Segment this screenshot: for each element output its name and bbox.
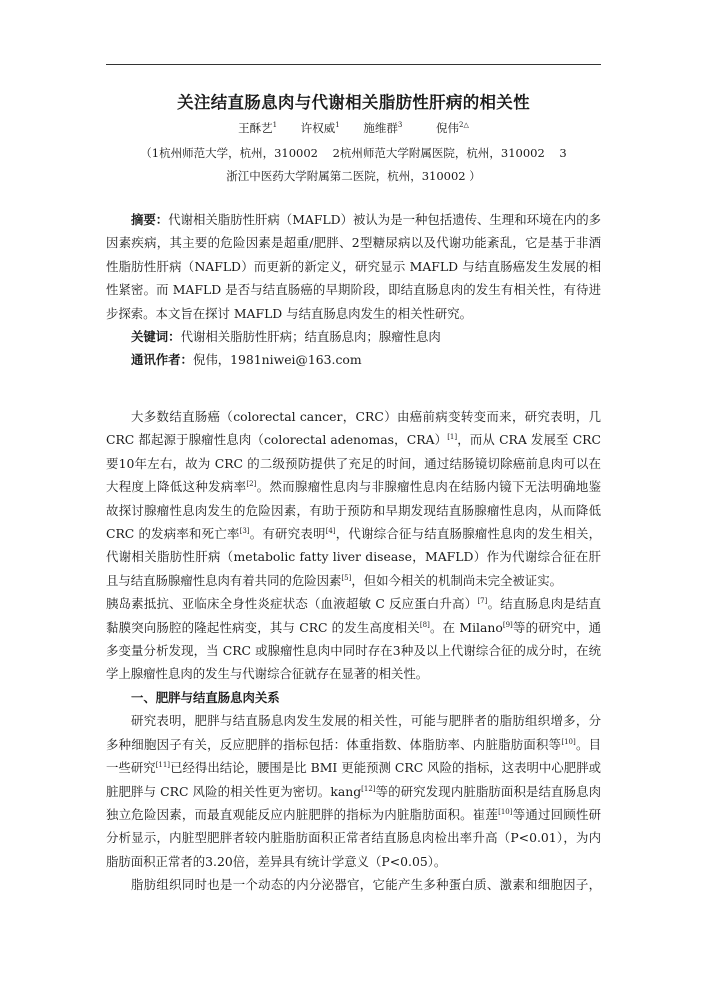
author-list [0, 120, 707, 136]
paragraph-line: 学上腺瘤性息肉的发生与代谢综合征就存在显著的相关性。 [106, 666, 429, 682]
section-obesity [106, 686, 601, 897]
abstract-line: 性紧密。而 MAFLD 是否与结直肠癌的早期阶段，即结直肠息肉的发生有相关性，有待进 [106, 282, 601, 298]
paragraph-line: 胰岛素抵抗、亚临床全身性炎症状态（血液超敏 C 反应蛋白升高）[7]。结直肠息肉是结直 [106, 596, 601, 612]
abstract-line: 步探索。本文旨在探讨 MAFLD 与结直肠息肉发生的相关性研究。 [106, 305, 473, 321]
paragraph-line: 大多数结直肠癌（colorectal cancer，CRC）由癌前病变转变而来，研究表明，几 [131, 409, 601, 424]
affiliation-line: （1杭州师范大学，杭州，310002 2杭州师范大学附属医院，杭州，310002 3 [140, 146, 567, 160]
section-heading: 一、肥胖与结直肠息肉关系 [131, 690, 280, 705]
introduction [106, 405, 601, 686]
paragraph-line: 一些研究[11]已经得出结论，腰围是比 BMI 更能预测 CRC 风险的指标，这表明中心肥胖或 [106, 760, 601, 776]
paragraph-line: 代谢相关脂肪性肝病（metabolic fatty liver disease，MAFLD）作为代谢综合征在肝 [106, 549, 601, 565]
abstract-line: 摘要：代谢相关脂肪性肝病（MAFLD）被认为是一种包括遗传、生理和环境在内的多 [131, 212, 601, 227]
paragraph-line: 脂肪面积正常者的3.20倍，差异具有统计学意义（P<0.05）。 [106, 853, 447, 869]
paragraph-line: 脂肪组织同时也是一个动态的内分泌器官，它能产生多种蛋白质、激素和细胞因子， [131, 877, 601, 893]
paragraph-line: 要10年左右，故为 CRC 的二级预防提供了充足的时间，通过结肠镜切除癌前息肉可以在 [106, 455, 601, 471]
paragraph-line: 脏肥胖与 CRC 风险的相关性更为密切。kang[12]等的研究发现内脏脂肪面积是结直肠息肉 [106, 783, 601, 799]
paragraph-line: 独立危险因素，而最直观能反应内脏肥胖的指标为内脏脂肪面积。崔莲[10]等通过回顾性研 [106, 806, 601, 822]
author: 倪伟$^{2\triangle}$ [436, 121, 469, 135]
author: 施维群$^3$ [363, 121, 403, 135]
paragraph-line: 研究表明，肥胖与结直肠息肉发生发展的相关性，可能与肥胖者的脂肪组织增多，分 [131, 713, 601, 729]
keywords: 关键词：代谢相关脂肪性肝病；结直肠息肉；腺瘤性息肉 [131, 328, 441, 344]
abstract-line: 因素疾病，其主要的危险因素是超重/肥胖、2型糖尿病以及代谢功能紊乱，它是基于非酒 [106, 235, 601, 251]
abstract-line: 性脂肪性肝病（NAFLD）而更新的新定义，研究显示 MAFLD 与结直肠癌发生发展的相 [106, 258, 601, 274]
paragraph-line: 多变量分析发现，当 CRC 或腺瘤性息肉中同时存在3种及以上代谢综合征的成分时，在统 [106, 642, 601, 658]
paragraph-line: 多种细胞因子有关，反应肥胖的指标包括：体重指数、体脂肪率、内脏脂肪面积等[10]。目 [106, 736, 601, 752]
corresponding-author: 通讯作者：倪伟，1981niwei@163.com [131, 352, 362, 368]
paragraph-line: CRC 都起源于腺瘤性息肉（colorectal adenomas，CRA）[1]，而从 CRA 发展至 CRC [106, 432, 601, 448]
abstract [106, 208, 601, 372]
paragraph-line: CRC 的发病率和死亡率[3]。有研究表明[4]，代谢综合征与结直肠腺瘤性息肉的发生相关， [106, 525, 601, 541]
abstract-label: 摘要： [131, 212, 169, 227]
header-rule [106, 64, 601, 65]
paragraph-line: 分析显示，内脏型肥胖者较内脏脂肪面积正常者结直肠息肉检出率升高（P<0.01），为内 [106, 830, 601, 846]
paragraph-line: 故探讨腺瘤性息肉发生的危险因素，有助于预防和早期发现结直肠腺瘤性息肉，从而降低 [106, 502, 601, 518]
author: 许权威$^1$ [300, 121, 340, 135]
paragraph-line: 大程度上降低这种发病率[2]。然而腺瘤性息肉与非腺瘤性息肉在结肠内镜下无法明确地鉴 [106, 479, 601, 495]
paragraph-line: 且与结直肠腺瘤性息肉有着共同的危险因素[5]，但如今相关的机制尚未完全被证实。 [106, 572, 562, 588]
author: 王酥艺$^1$ [238, 121, 278, 135]
paper-title: 关注结直肠息肉与代谢相关脂肪性肝病的相关性 [177, 93, 530, 112]
paragraph-line: 黏膜突向肠腔的隆起性病变，其与 CRC 的发生高度相关[8]。在 Milano[9]等的研究中，通 [106, 619, 601, 635]
affiliation-line: 浙江中医药大学附属第二医院，杭州，310002 ） [226, 169, 481, 183]
